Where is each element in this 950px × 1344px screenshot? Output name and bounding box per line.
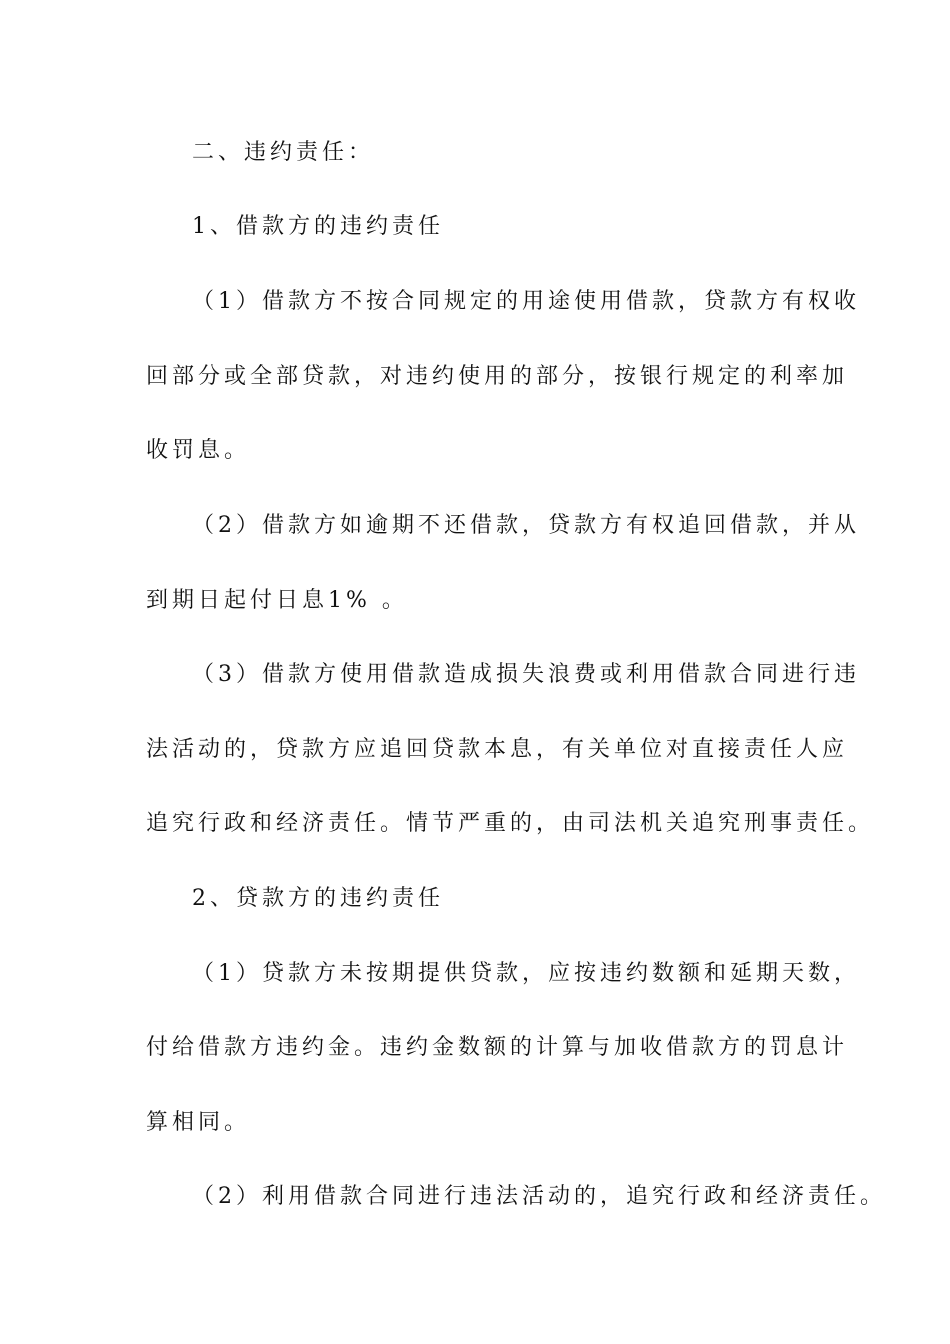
section-heading: 二、违约责任： xyxy=(192,140,375,165)
paragraph-line: （2）利用借款合同进行违法活动的，追究行政和经济责任。 xyxy=(192,1184,886,1209)
paragraph-line: （1）贷款方未按期提供贷款，应按违约数额和延期天数， xyxy=(192,961,860,986)
paragraph-line: 到期日起付日息1% 。 xyxy=(146,588,408,613)
paragraph-line: 付给借款方违约金。违约金数额的计算与加收借款方的罚息计 xyxy=(146,1035,849,1060)
paragraph-line: 算相同。 xyxy=(146,1110,251,1135)
subsection-heading: 1、借款方的违约责任 xyxy=(192,214,444,239)
paragraph-line: （1）借款方不按合同规定的用途使用借款，贷款方有权收 xyxy=(192,289,860,314)
paragraph-line: 追究行政和经济责任。情节严重的，由司法机关追究刑事责任。 xyxy=(146,811,875,836)
subsection-heading: 2、贷款方的违约责任 xyxy=(192,886,444,911)
paragraph-line: 法活动的，贷款方应追回贷款本息，有关单位对直接责任人应 xyxy=(146,737,849,762)
paragraph-line: （3）借款方使用借款造成损失浪费或利用借款合同进行违 xyxy=(192,662,860,687)
paragraph-line: （2）借款方如逾期不还借款，贷款方有权追回借款，并从 xyxy=(192,513,860,538)
paragraph-line: 收罚息。 xyxy=(146,438,251,463)
paragraph-line: 回部分或全部贷款，对违约使用的部分，按银行规定的利率加 xyxy=(146,364,849,389)
